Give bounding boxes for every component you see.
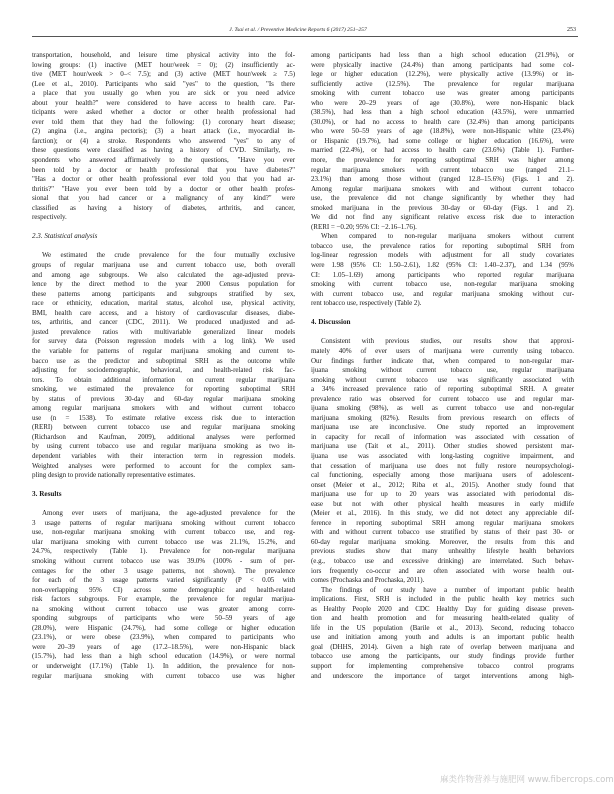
text-line: lence by the direct method to the year 2000 Census population for (32, 280, 295, 289)
text-line: marijuana smoking (82%). Results from previous research on effects of (311, 413, 574, 422)
text-line: "Has a doctor or other health professional ever told you that you had ar- (32, 175, 295, 184)
text-line: log-linear regression models with adjustment for all study covariates (311, 251, 574, 260)
text-line: (23.1%), or were obese (23.9%), when compared to participants who (32, 633, 295, 642)
text-line: life in the US population (Barile et al., 2013). Second, reducing tobacco (311, 623, 574, 632)
text-line: use, non-regular marijuana smoking with current tobacco use, and reg- (32, 528, 295, 537)
text-line: classified as having a history of diabetes, arthritis, and cancer, (32, 203, 295, 212)
text-line: or underweight (17.1%) (Table 1). In addition, the prevalence for non- (32, 662, 295, 670)
text-line: comes (Prochaska and Prochaska, 2011). (311, 576, 425, 585)
text-line: ijuana use was associated with long-lasting cognitive impairment, and (311, 451, 574, 460)
text-line: who were 50–59 years of age (18.8%), were non-Hispanic white (23.4%) (311, 127, 574, 136)
text-line: tes, arthritis, and cancer (CDC, 2011). We produced unadjusted and ad- (32, 318, 295, 327)
text-line: tobacco use, the prevalence ratios for reporting suboptimal SRH from (311, 241, 574, 250)
text-line: tobacco use among the participants, our study findings provide further (311, 652, 574, 661)
text-line: rent tobacco use, respectively (Table 2). (311, 299, 422, 308)
text-line: smoked marijuana in the previous 30-day or 60-day (Figs. 1 and 2). (311, 203, 574, 212)
text-line: race or ethnicity, education, marital status, alcohol use, physical activity, (32, 299, 295, 308)
text-line: (30.0%), or had no access to health care (32.4%) than among participants (311, 117, 574, 126)
text-line: that cessation of marijuana use does not fully restore neuropsychologi- (311, 461, 574, 470)
text-line: Among ever users of marijuana, the age-adjusted prevalence for the (42, 509, 295, 518)
text-line: were 1.98 (95% CI: 1.50–2.61), 1.82 (95% CI: 1.40–2.37), and 1.34 (95% (311, 261, 574, 270)
paragraph-gap (32, 500, 295, 510)
text-line: farction); or (4) a stroke. Respondents who answered "yes" to any of (32, 136, 295, 145)
text-line: and underscore the importance of target interventions among high- (311, 671, 574, 680)
text-line: smoking with current tobacco use, non-regular marijuana smoking (311, 280, 574, 289)
text-line: as Healthy People 2020 and CDC Healthy Day for guiding disease preven- (311, 604, 574, 613)
watermark: 麻类作物营养与施肥网 www.fibercrops.com (440, 775, 614, 785)
text-line: been told by a doctor or health professional that you have diabetes?" (32, 165, 295, 174)
page-number: 253 (567, 27, 576, 33)
text-line: use (n = 1538). To estimate relative excess risk due to interaction (32, 413, 295, 422)
text-line: ular marijuana smoking with current tobacco use was 21.1%, 15.2%, and (32, 537, 295, 546)
text-line: bacco use as the predictor and suboptimal SRH as the outcome while (32, 356, 295, 365)
text-line: these patterns among participants and subgroups stratified by sex, (32, 289, 295, 298)
text-line: Among regular marijuana smokers with and without current tobacco (311, 184, 574, 193)
text-line: mately 40% of ever users of marijuana were currently using tobacco. (311, 346, 574, 355)
section-heading: 3. Results (32, 490, 62, 499)
text-line: (RERI) between current tobacco use and regular marijuana smoking (32, 423, 295, 432)
text-line: among regular marijuana smokers with and without current tobacco (32, 404, 295, 413)
text-line: with and without current tobacco use stratified by status of their past 30- or (311, 528, 574, 537)
text-line: (38.5%), had less than a high school education (43.5%), were unmarried (311, 108, 574, 117)
text-line: about your health?" were considered to have access to health care. Par- (32, 98, 295, 107)
text-line: a place that you usually go when you are sick or you need advice (32, 89, 295, 98)
text-line: smoking without current tobacco use was 39.0% (100% - sum of per- (32, 556, 295, 565)
text-line: more, the prevalence for reporting suboptimal SRH was higher among (311, 156, 574, 165)
text-line: justed prevalence ratios with multivariable generalized linear models (32, 327, 295, 336)
text-line: were 20–39 years of age (17.2–18.5%), were non-Hispanic black (32, 642, 295, 651)
text-line: marijuana use for up to 20 years was associated with periodontal dis- (311, 490, 574, 499)
text-line: ease but not with other physical health measures in early midlife (311, 499, 574, 508)
text-line: use, the prevalence did not change significantly by whether they had (311, 194, 574, 203)
text-line: ever told them that they had the following: (1) coronary heart disease; (32, 117, 295, 126)
text-line: adjusting for sociodemographic, behavioral, and health-related risk fac- (32, 366, 295, 375)
section-heading: 4. Discussion (311, 318, 351, 327)
text-line: implications. First, SRH is included in the public health key metrics such (311, 595, 574, 604)
text-line: pling design to provide nationally representative estimates. (32, 471, 196, 480)
text-line: non-overlapping 95% CI) across some demographic and health-related (32, 585, 295, 594)
text-line: smoking, we estimated the prevalence for reporting suboptimal SRH (32, 385, 295, 394)
text-line: (Richardson and Kaufman, 2009), additional analyses were performed (32, 432, 295, 441)
text-line: thritis?" "Have you ever been told by a doctor or other health profes- (32, 184, 295, 193)
text-line: by using current tobacco use and regular marijuana smoking as two in- (32, 442, 295, 451)
text-line: ticipants were asked whether a doctor or other health professional had (32, 108, 295, 117)
text-line: risk factors subgroups. For example, the prevalence for regular marijua- (32, 595, 295, 604)
text-line: previous studies show that many unhealthy lifestyle health behaviors (311, 547, 574, 556)
text-line: respectively. (32, 213, 67, 222)
text-line: for each of the 3 usage patterns varied significantly (P < 0.05 with (32, 576, 295, 585)
text-line: 3 usage patterns of regular marijuana smoking without current tobacco (32, 518, 295, 527)
text-line: The findings of our study have a number of important public health (321, 585, 574, 594)
text-line: onset (Meier et al., 2012; Riba et al., 2015). Another study found that (311, 480, 574, 489)
text-line: (2) angina (i.e., angina pectoris); (3) a heart attack (i.e., myocardial in- (32, 127, 295, 136)
text-line: by status of previous 30-day and 60-day regular marijuana smoking (32, 394, 295, 403)
text-line: 60-day regular marijuana smoking. Moreover, the results from this and (311, 537, 574, 546)
text-line: these questions were classified as having a history of CVD. Similarly, re- (32, 146, 295, 155)
text-line: marijuana use (Tait et al., 2011). Other studies showed persistent mar- (311, 442, 574, 451)
text-line: tion and health promotion and for measuring health-related quality of (311, 614, 574, 623)
text-line: dependent variables with their interaction term in regression models. (32, 451, 295, 460)
text-line: Weighted analyses were performed to account for the complex sam- (32, 461, 295, 470)
text-line: prevalence ratio was observed for current tobacco use and regular mar- (311, 394, 574, 403)
text-line: Our findings further indicate that, when compared to non-regular mar- (311, 356, 574, 365)
text-line: use and initiation among youth and adults is an important public health (311, 633, 574, 642)
paragraph-gap (311, 309, 574, 319)
text-line: smoking with current tobacco use was greater among participants (311, 89, 574, 98)
text-line: iors frequently co-occur and are often associated with worse health out- (311, 566, 574, 575)
paragraph-gap (32, 223, 295, 233)
paragraph-gap (32, 481, 295, 491)
text-line: for survey data (Poisson regression models with a log link). We used (32, 337, 295, 346)
text-line: na smoking without current tobacco use was greater among corre- (32, 604, 295, 613)
text-line: were physically inactive (24.4%) than among participants had some col- (311, 60, 574, 69)
text-line: BMI, health care access, and a history of cardiovascular diseases, diabe- (32, 308, 295, 317)
text-line: in capacity for recall of information was associated with cessation of (311, 432, 574, 441)
text-line: goal (DHHS, 2014). Given a high rate of overlap between marijuana and (311, 642, 574, 651)
text-line: tive (MET hour/week > 0–< 7.5); and (3) active (MET hour/week ≥ 7.5) (32, 70, 295, 79)
text-line: or Hispanic (19.7%), had some college or higher education (16.6%), were (311, 136, 574, 145)
header-rule (32, 36, 578, 37)
paragraph-gap (32, 242, 295, 252)
text-line: who were 20–29 years of age (30.8%), were non-Hispanic black (311, 98, 574, 107)
text-line: (28.0%), were Hispanic (24.7%), had some college or higher education (32, 623, 295, 632)
text-line: ijuana smoking (98%), as well as current tobacco use and non-regular (311, 404, 574, 413)
text-line: lowing groups: (1) inactive (MET hour/week = 0); (2) insufficiently ac- (32, 60, 295, 69)
text-line: with current tobacco use, and regular marijuana smoking without cur- (311, 289, 574, 298)
running-head: J. Tsai et al. / Preventive Medicine Reports 6 (2017) 251–257 (229, 27, 367, 33)
text-line: ference in reporting suboptimal SRH among regular marijuana smokers (311, 518, 574, 527)
text-line: 24.7%, respectively (Table 1). Prevalence for non-regular marijuana (32, 547, 295, 556)
text-line: (Meier et al., 2016). In this study, we did not detect any appreciable dif- (311, 509, 574, 518)
text-line: the variable for patterns of regular marijuana smoking and current to- (32, 346, 295, 355)
text-line: transportation, household, and leisure time physical activity into the fol- (32, 51, 295, 59)
text-line: centages for the other 3 usage patterns, not shown). The prevalence (32, 566, 295, 575)
text-line: sponding subgroups of participants who were 50–59 years of age (32, 614, 295, 623)
paragraph-gap (311, 328, 574, 338)
text-line: tors. To obtain additional information on current regular marijuana (32, 375, 295, 384)
left-column (32, 51, 295, 681)
text-line: marijuana use are inconclusive. One study reported an improvement (311, 423, 574, 432)
text-line: regular marijuana smoking with current tobacco use was higher (32, 671, 295, 680)
text-line: sional that you had cancer or a malignancy of any kind?" were (32, 194, 295, 203)
text-line: When compared to non-regular marijuana smokers without current (321, 232, 574, 241)
text-line: married (22.4%), or had access to health care (23.6%) (Table 1). Further- (311, 146, 574, 155)
text-line: 23.1%) than among those without (ranged 12.8–15.6%) (Figs. 1 and 2). (311, 175, 574, 184)
text-line: and among age subgroups. We also calculated the age-adjusted preva- (32, 270, 295, 279)
text-line: Consistent with previous studies, our results show that approxi- (321, 337, 574, 346)
subsection-heading: 2.3. Statistical analysis (32, 232, 98, 241)
text-line: We estimated the crude prevalence for the four mutually exclusive (42, 251, 295, 260)
text-line: a 34% increased prevalence ratio of reporting suboptimal SRH. A greater (311, 385, 574, 394)
text-line: spondents who answered affirmatively to the questions, "Have you ever (32, 156, 295, 165)
right-column (311, 51, 574, 681)
text-line: support for implementing comprehensive tobacco control programs (311, 662, 574, 670)
text-line: lege or higher education (12.2%), were physically active (13.9%) or in- (311, 70, 574, 79)
text-line: (e.g., tobacco use and excessive drinking) are interrelated. Such behav- (311, 556, 574, 565)
text-line: (Lee et al., 2010). Participants who said "yes" to the question, "Is there (32, 79, 295, 88)
text-line: groups of regular marijuana use and current tobacco use, both overall (32, 261, 295, 270)
text-line: cal functioning, especially among those marijuana users of adolescent- (311, 471, 574, 480)
text-line: (RERI = −0.20; 95% CI: −2.16–1.76). (311, 222, 417, 231)
text-line: among participants had less than a high school education (21.9%), or (311, 51, 574, 59)
text-line: regular marijuana smokers with current tobacco use (ranged 21.1– (311, 165, 574, 174)
text-line: ijuana smoking without current tobacco use, regular marijuana (311, 366, 574, 375)
text-line: sufficiently active (12.5%). The prevalence for regular marijuana (311, 79, 574, 88)
text-line: (15.7%), had less than a high school education (14.9%), or were normal (32, 652, 295, 661)
text-line: smoking without current tobacco use was significantly associated with (311, 375, 574, 384)
text-line: We did not find any significant relative excess risk due to interaction (311, 213, 574, 222)
text-line: CI: 1.05–1.69) among participants who reported regular marijuana (311, 270, 574, 279)
